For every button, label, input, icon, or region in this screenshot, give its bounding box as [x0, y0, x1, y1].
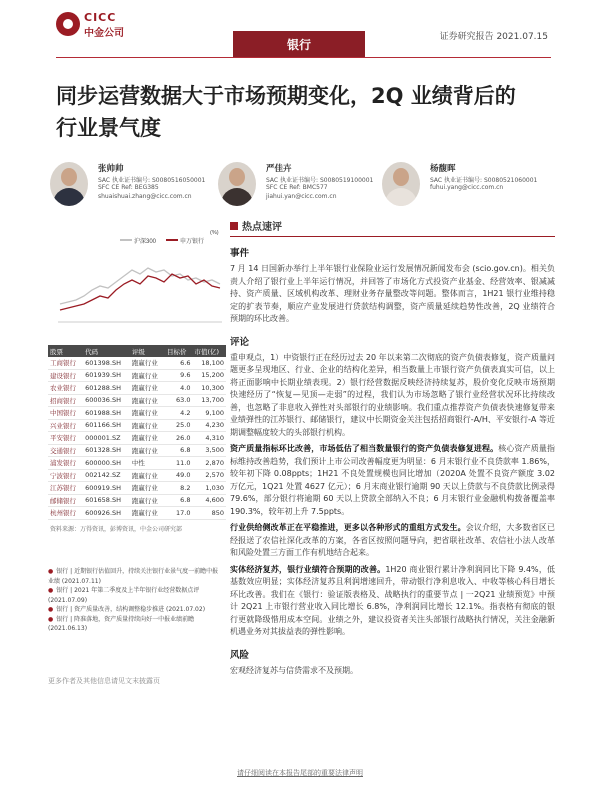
supply-reform-paragraph — [230, 522, 555, 560]
section-rule — [230, 236, 555, 237]
table-cell: 850 — [193, 507, 227, 520]
table-cell: 4,230 — [193, 419, 227, 432]
paragraph-body: 会议介绍，大多数省区已经报送了农信社深化改革的方案，各省区按照问题导向，把省联社改革、农信社小法人改革和风险处置三方面工作有机地结合起来。 — [230, 523, 555, 557]
main-commentary — [230, 218, 555, 677]
asset-quality-paragraph — [230, 443, 555, 518]
table-cell: 跑赢行业 — [130, 469, 165, 482]
table-cell: 6.8 — [165, 444, 193, 457]
avatar — [218, 162, 256, 206]
coverage-table — [48, 345, 226, 520]
table-cell: 2,870 — [193, 457, 227, 470]
analyst-name: 杨馥晖 — [430, 164, 456, 174]
more-info-note: 更多作者及其他信息请见文末披露页 — [48, 677, 160, 685]
table-cell: 8.2 — [165, 482, 193, 495]
table-cell: 招商银行 — [48, 394, 83, 407]
footer-disclaimer[interactable] — [0, 768, 600, 778]
col-header: 代码 — [83, 345, 130, 357]
table-cell: 农业银行 — [48, 382, 83, 395]
table-cell: 建设银行 — [48, 369, 83, 382]
paragraph-body: 1H20 商业银行累计净利润同比下降 9.4%，低基数效应明显；实体经济复苏且利润增速回升，带动银行净利息收入、中收等核心科目增长环比改善。我们在《银行：验证版表格及、战略执行的重要节点 | 一2Q21 业绩预览》中预计 2Q21 上市银行营业收入同比增长 6.8%，净利润同比增长 12.1%。指表格有彻底的银行更就降级惜用成本空间。业绩之外，建议投资者关注头部银行战略执行情况，关注金融新机遇业务对其拔益表的弹性影响。 — [230, 564, 555, 636]
table-cell: 9.6 — [165, 369, 193, 382]
table-cell: 26.0 — [165, 432, 193, 445]
col-header: 目标价 — [165, 345, 193, 357]
table-cell: 跑赢行业 — [130, 407, 165, 420]
table-cell: 跑赢行业 — [130, 357, 165, 369]
table-cell: 000001.SZ — [83, 432, 130, 445]
table-cell: 1,030 — [193, 482, 227, 495]
table-cell: 6.8 — [165, 494, 193, 507]
section-title: 热点速评 — [242, 222, 282, 233]
event-heading: 事件 — [230, 248, 250, 259]
risk-heading: 风险 — [230, 649, 250, 661]
table-row — [48, 494, 226, 507]
table-cell: 浦发银行 — [48, 457, 83, 470]
col-header: 市值(亿) — [193, 345, 227, 357]
analyst-name: 严佳卉 — [266, 164, 292, 174]
table-cell: 跑赢行业 — [130, 382, 165, 395]
legend-label-bank: 申万银行 — [180, 239, 205, 245]
logo-text-cn: 中金公司 — [84, 28, 124, 39]
event-paragraph: 7 月 14 日国新办举行上半年银行业保险业运行发展情况新闻发布会 (scio.gov.cn)。相关负责人介绍了银行业上半年运行情况，并回答了市场化方式投资产业基金、经营效率、银减减持、资产质量、区域机构改革、理财业务存量整改等问题。整体而言，1H21 银行业维持稳定的扩表节奏，顺应产业发展进行贷款结构调整，资产质量延续趋势性改善，2Q 业绩符合预期的环比改善。 — [230, 264, 555, 323]
analyst-license: SAC 执业证书编号: S0080519100001 — [266, 177, 374, 184]
table-cell: 跑赢行业 — [130, 432, 165, 445]
table-cell: 601988.SH — [83, 407, 130, 420]
table-cell: 10,300 — [193, 382, 227, 395]
stock-table — [48, 345, 226, 520]
table-header-row — [48, 345, 226, 357]
table-cell: 002142.SZ — [83, 469, 130, 482]
table-cell: 中国银行 — [48, 407, 83, 420]
related-report-link[interactable]: ● 银行 | 近期银行估值回升，持续关注银行业景气度一前瞻中报业绩 (2021.07.11) — [48, 568, 219, 585]
table-cell: 63.0 — [165, 394, 193, 407]
table-cell: 600919.SH — [83, 482, 130, 495]
table-cell: 9,100 — [193, 407, 227, 420]
table-cell: 4,310 — [193, 432, 227, 445]
table-cell: 25.0 — [165, 419, 193, 432]
table-cell: 4,600 — [193, 494, 227, 507]
table-cell: 17.0 — [165, 507, 193, 520]
table-cell: 中性 — [130, 457, 165, 470]
table-cell: 4.2 — [165, 407, 193, 420]
table-cell: 18,100 — [193, 357, 227, 369]
table-row — [48, 507, 226, 520]
cicc-logo-icon — [56, 12, 80, 36]
avatar — [382, 162, 420, 206]
paragraph-body: 核心资产质量指标维持改善趋势，我们预计上市公司改善幅度更为明显：6 月末银行业不良贷款率 1.86%，较年初下降 0.08ppts；1H21 不良处置规模也同比增加（2020A 处置不良资产额度 3.02 万亿元，1Q21 处置 4627 亿元）；6 月末商业银行逾期 90 天以上贷款与不良贷款比例录得 79.6%，部分银行将逾期 60 天以上贷款全部纳入不良；6 月末银行业金融机构拨备覆盖率 190.3%，较年初上升 7.5ppts。 — [230, 444, 556, 516]
table-cell: 跑赢行业 — [130, 494, 165, 507]
table-cell: 江苏银行 — [48, 482, 83, 495]
table-cell: 13,700 — [193, 394, 227, 407]
table-cell: 跑赢行业 — [130, 394, 165, 407]
table-cell: 邮储银行 — [48, 494, 83, 507]
table-cell: 6.6 — [165, 357, 193, 369]
table-row — [48, 382, 226, 395]
analyst-license: SAC 执业证书编号: S0080521060001 — [430, 177, 538, 184]
header-rule — [56, 57, 551, 58]
table-cell: 平安银行 — [48, 432, 83, 445]
table-cell: 跑赢行业 — [130, 419, 165, 432]
analyst-email[interactable]: shuaishuai.zhang@cicc.com.cn — [98, 193, 192, 200]
logo-text-en: CICC — [84, 11, 117, 24]
table-cell: 工商银行 — [48, 357, 83, 369]
table-row — [48, 457, 226, 470]
table-cell: 跑赢行业 — [130, 482, 165, 495]
table-cell: 4.0 — [165, 382, 193, 395]
table-cell: 600036.SH — [83, 394, 130, 407]
table-row — [48, 369, 226, 382]
comment-heading: 评论 — [230, 336, 250, 348]
analyst-email[interactable]: jiahui.yan@cicc.com.cn — [266, 193, 337, 200]
table-row — [48, 394, 226, 407]
paragraph-lead: 资产质量指标环比改善，市场低估了相当数量银行的资产负债表修复进程。 — [230, 444, 499, 453]
comment-paragraph: 重申观点，1）中资银行正在经历过去 20 年以来第二次彻底的资产负债表修复，资产质量问题更多呈现地区、行业、企业的结构化差异，相当数量上市银行资产负债表真实可信，以上将正面影响中长期业绩表现。2）银行经营数据反映经济持续复苏，股价变化反映市场预期快速经历了“恢复—见顶—走弱”的过程，我们认为市场忽略了银行业经营状况环比持续改善，也忽略了非息收入弹性对头部银行的业绩影响。我们重点推荐资产负债表快速修复带来业绩弹性的江苏银行、邮储银行，建议中长期资金关注包括招商银行-A/H、平安银行-A 等近期调整幅度较大的头部银行机构。 — [230, 352, 555, 437]
related-report-link[interactable]: ● 银行 | 资产质量改善，结构调整稳步推进 (2021.07.02) — [48, 606, 206, 613]
table-cell: 跑赢行业 — [130, 369, 165, 382]
table-cell: 跑赢行业 — [130, 444, 165, 457]
section-marker-icon — [230, 222, 238, 230]
col-header: 股票 — [48, 345, 83, 357]
table-cell: 601398.SH — [83, 357, 130, 369]
risk-paragraph: 宏观经济复苏与信贷需求不及预期。 — [230, 665, 358, 675]
table-cell: 11.0 — [165, 457, 193, 470]
table-row — [48, 407, 226, 420]
analyst-card — [50, 162, 220, 218]
table-row — [48, 432, 226, 445]
page-title: 同步运营数据大于市场预期变化，2Q 业绩背后的行业景气度 — [56, 84, 516, 140]
table-cell: 600926.SH — [83, 507, 130, 520]
source-note: 资料来源：万得资讯，彭博资讯，中金公司研究部 — [50, 526, 183, 533]
col-header: 评级 — [130, 345, 165, 357]
stock-chart — [50, 226, 226, 336]
table-cell: 2,570 — [193, 469, 227, 482]
analyst-sfc: SFC CE Ref: BEG385 — [98, 184, 159, 191]
earnings-paragraph — [230, 564, 555, 639]
table-cell: 600000.SH — [83, 457, 130, 470]
footer-text[interactable]: 请仔细阅读在本报告尾部的重要法律声明 — [237, 769, 363, 777]
legend-label-hs300: 沪深300 — [134, 239, 157, 245]
table-cell: 15,200 — [193, 369, 227, 382]
report-tag: 证券研究报告 2021.07.15 — [439, 32, 548, 42]
table-cell: 601939.SH — [83, 369, 130, 382]
table-row — [48, 419, 226, 432]
related-reports — [48, 567, 223, 634]
avatar — [50, 162, 88, 206]
table-row — [48, 469, 226, 482]
analyst-email[interactable]: fuhui.yang@cicc.com.cn — [430, 184, 504, 191]
table-cell: 601166.SH — [83, 419, 130, 432]
related-report-link[interactable]: ● 银行 | 降准落地，资产质量持续向好一中报业绩前瞻 (2021.06.13) — [48, 615, 195, 632]
table-cell: 3,500 — [193, 444, 227, 457]
table-cell: 601328.SH — [83, 444, 130, 457]
table-cell: 601288.SH — [83, 382, 130, 395]
table-cell: 601658.SH — [83, 494, 130, 507]
analyst-sfc: SFC CE Ref: BMC577 — [266, 184, 328, 191]
table-cell: 49.0 — [165, 469, 193, 482]
table-row — [48, 482, 226, 495]
related-report-link[interactable]: ● 银行 | 2021 年第二季度及上半年银行业经营数据点评 (2021.07.09) — [48, 587, 200, 604]
table-row — [48, 444, 226, 457]
chart-unit: (%) — [210, 230, 219, 236]
paragraph-lead: 实体经济复苏，银行业绩符合预期的改善。 — [230, 564, 386, 574]
paragraph-lead: 行业供给侧改革正在平稳推进，更多以各种形式的重组方式发生。 — [230, 523, 466, 532]
analyst-card — [382, 162, 552, 218]
analyst-card — [218, 162, 388, 218]
section-heading — [230, 218, 555, 233]
analyst-license: SAC 执业证书编号: S0080516050001 — [98, 177, 206, 184]
analyst-name: 张帅帅 — [98, 164, 124, 174]
chart-svg — [50, 226, 226, 336]
table-cell: 跑赢行业 — [130, 507, 165, 520]
table-cell: 杭州银行 — [48, 507, 83, 520]
table-row — [48, 357, 226, 369]
table-cell: 兴业银行 — [48, 419, 83, 432]
table-cell: 交通银行 — [48, 444, 83, 457]
sector-badge: 银行 — [233, 31, 365, 57]
table-cell: 宁波银行 — [48, 469, 83, 482]
